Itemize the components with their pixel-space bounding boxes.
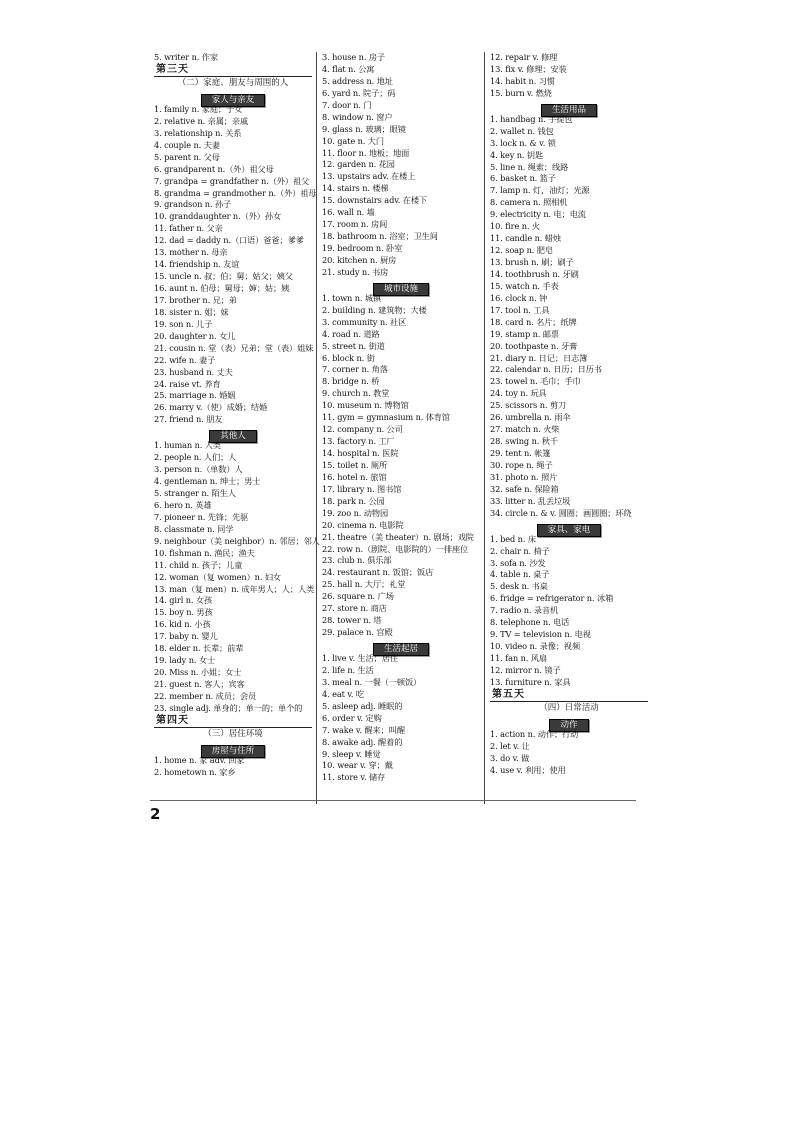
vocab-entry: 21. theatre（美 theater）n. 剧场；戏院 — [322, 531, 474, 542]
vocab-entry: 11. store v. 储存 — [322, 772, 386, 783]
vocab-entry: 10. granddaughter n.（外）孙女 — [154, 211, 282, 222]
vocab-entry: 23. husband n. 丈夫 — [154, 366, 233, 377]
vocab-entry: 3. sofa n. 沙发 — [490, 557, 546, 568]
vocab-entry: 5. street n. 街道 — [322, 340, 385, 351]
category-label: 家人与亲友 — [201, 94, 266, 107]
vocab-entry: 13. upstairs adv. 在楼上 — [322, 171, 416, 182]
vocab-entry: 4. table n. 桌子 — [490, 569, 550, 580]
category-label: 动作 — [549, 719, 588, 732]
vocab-entry: 23. single adj. 单身的；单一的；单个的 — [154, 702, 303, 713]
vocab-entry: 15. toilet n. 厕所 — [322, 459, 388, 470]
vocab-entry: 19. lady n. 女士 — [154, 655, 216, 666]
vocab-entry: 26. square n. 广场 — [322, 591, 394, 602]
vocab-entry: 31. photo n. 照片 — [490, 471, 558, 482]
vocab-entry: 8. window n. 窗户 — [322, 111, 393, 122]
vocab-entry: 6. fridge = refrigerator n. 冰箱 — [490, 593, 614, 604]
vocab-entry: 25. hall n. 大厅；礼堂 — [322, 579, 406, 590]
category-header — [154, 741, 312, 755]
vocab-entry: 13. brush n. 刷；刷子 — [490, 257, 574, 267]
vocab-entry: 17. library n. 图书馆 — [322, 483, 402, 494]
vocab-entry: 3. person n.（单数）人 — [154, 464, 243, 475]
vocab-entry: 11. floor n. 地板；地面 — [322, 147, 410, 158]
category-header — [490, 715, 648, 729]
vocab-entry: 8. camera n. 照相机 — [490, 197, 568, 208]
vocab-entry: 18. park n. 公园 — [322, 495, 385, 506]
vocab-entry: 10. wear v. 穿；戴 — [322, 760, 393, 771]
vocab-entry: 1. human n. 人类 — [154, 440, 221, 451]
vocab-entry: 7. wake v. 醒来；叫醒 — [322, 724, 405, 735]
vocab-entry: 7. radio n. 录音机 — [490, 605, 559, 616]
vocab-entry: 14. habit n. 习惯 — [490, 75, 555, 86]
vocab-entry: 5. writer n. 作家 — [154, 52, 218, 62]
page-number: 2 — [150, 805, 161, 823]
vocab-entry: 26. umbrella n. 雨伞 — [490, 412, 571, 423]
vocab-entry: 23. club n. 俱乐部 — [322, 555, 392, 566]
vocab-entry: 3. do v. 做 — [490, 752, 530, 763]
vocab-entry: 9. church n. 教堂 — [322, 388, 390, 399]
vocab-entry: 22. member n. 成员；会员 — [154, 690, 257, 701]
vocab-entry: 21. study n. 书房 — [322, 266, 389, 277]
vocabulary-page — [150, 52, 636, 832]
vocab-entry: 4. road n. 道路 — [322, 328, 380, 339]
vocab-entry: 28. swing n. 秋千 — [490, 436, 558, 447]
vocab-entry: 10. fishman n. 渔民；渔夫 — [154, 547, 255, 558]
vocab-entry: 18. card n. 名片；纸牌 — [490, 316, 577, 327]
vocab-entry: 11. gym = gymnasium n. 体育馆 — [322, 412, 451, 423]
vocab-entry: 14. friendship n. 友谊 — [154, 259, 240, 270]
vocab-entry: 20. kitchen n. 厨房 — [322, 254, 397, 265]
vocab-entry: 5. desk n. 书桌 — [490, 581, 548, 592]
vocab-entry: 4. gentleman n. 绅士；男士 — [154, 476, 261, 487]
vocab-entry: 32. safe n. 保险箱 — [490, 483, 559, 494]
vocab-entry: 14. toothbrush n. 牙刷 — [490, 268, 579, 279]
day-heading: 第四天 — [154, 715, 312, 728]
vocab-entry: 21. cousin n. 堂（表）兄弟；堂（表）姐妹 — [154, 342, 314, 353]
vocab-entry: 15. boy n. 男孩 — [154, 607, 213, 618]
vocab-entry: 13. furniture n. 家具 — [490, 676, 571, 687]
category-header — [322, 279, 480, 293]
vocab-entry: 18. sister n. 姐；妹 — [154, 306, 229, 317]
vocab-entry: 8. classmate n. 同学 — [154, 523, 234, 534]
vocab-entry: 28. tower n. 塔 — [322, 615, 382, 626]
section-heading: （三）居住环境 — [203, 728, 263, 739]
vocab-entry: 13. fix v. 修理；安装 — [490, 63, 567, 74]
vocab-entry: 30. rope n. 绳子 — [490, 459, 553, 470]
vocab-entry: 6. block n. 街 — [322, 352, 375, 363]
day-heading: 第三天 — [154, 64, 312, 77]
vocab-entry: 4. key n. 钥匙 — [490, 149, 544, 160]
section-heading: （四）日常活动 — [539, 702, 599, 713]
vocab-entry: 1. handbag n. 手提包 — [490, 113, 573, 124]
vocab-entry: 16. aunt n. 伯母；舅母；婶；姑；姨 — [154, 283, 290, 293]
category-header — [322, 639, 480, 653]
category-header — [154, 426, 312, 440]
vocab-entry: 18. elder n. 长辈；前辈 — [154, 643, 244, 654]
vocab-entry: 20. daughter n. 女儿 — [154, 330, 236, 341]
vocab-entry: 11. father n. 父亲 — [154, 223, 223, 234]
vocab-entry: 27. store n. 商店 — [322, 603, 387, 614]
vocab-entry: 5. line n. 绳索；线路 — [490, 161, 569, 172]
vocab-entry: 26. marry v.（使）成婚；结婚 — [154, 402, 268, 413]
vocab-entry: 19. zoo n. 动物园 — [322, 507, 389, 518]
vocab-entry: 34. circle n. & v. 圆圈；画圆圈；环绕 — [490, 507, 632, 518]
vocab-entry: 19. stamp n. 邮票 — [490, 328, 559, 339]
category-label: 房屋与住所 — [201, 745, 266, 758]
vocab-entry: 5. address n. 地址 — [322, 75, 393, 86]
category-label: 城市设施 — [373, 283, 429, 296]
vocab-entry: 4. use v. 利用；使用 — [490, 764, 566, 775]
vocab-entry: 9. glass n. 玻璃；眼镜 — [322, 123, 406, 134]
vocab-entry: 20. toothpaste n. 牙膏 — [490, 340, 578, 351]
vocab-entry: 5. stranger n. 陌生人 — [154, 488, 236, 498]
column-2 — [322, 52, 480, 784]
category-label: 家具、家电 — [537, 524, 602, 537]
vocab-entry: 4. eat v. 吃 — [322, 688, 364, 699]
vocab-entry: 22. calendar n. 日历；日历书 — [490, 364, 602, 375]
vocab-entry: 9. neighbour（美 neighbor）n. 邻居；邻人 — [154, 535, 320, 546]
vocab-entry: 23. towel n. 毛巾；手巾 — [490, 376, 581, 387]
vocab-entry: 1. action n. 动作；行动 — [490, 728, 579, 739]
vocab-entry: 3. lock n. & v. 锁 — [490, 137, 556, 148]
vocab-entry: 33. litter n. 乱丢垃圾 — [490, 495, 571, 506]
vocab-entry: 15. uncle n. 叔；伯；舅；姑父；姨父 — [154, 271, 293, 282]
vocab-entry: 22. wife n. 妻子 — [154, 354, 216, 365]
vocab-entry: 24. restaurant n. 饭馆；饭店 — [322, 567, 434, 578]
vocab-entry: 13. man（复 men）n. 成年男人；人；人类 — [154, 583, 315, 594]
vocab-entry: 7. lamp n. 灯，油灯；光源 — [490, 185, 590, 196]
vocab-entry: 2. hometown n. 家乡 — [154, 766, 236, 777]
vocab-entry: 1. family n. 家庭；子女 — [154, 103, 243, 114]
vocab-entry: 2. relative n. 亲属；亲戚 — [154, 115, 249, 126]
vocab-entry: 21. guest n. 客人；宾客 — [154, 679, 245, 689]
vocab-entry: 12. garden n. 花园 — [322, 159, 395, 170]
vocab-entry: 9. electricity n. 电；电流 — [490, 209, 586, 220]
footer-rule — [150, 800, 636, 801]
vocab-entry: 16. clock n. 钟 — [490, 292, 548, 303]
vocab-entry: 1. town n. 城镇 — [322, 292, 382, 303]
vocab-entry: 10. video n. 录像；视频 — [490, 641, 581, 652]
vocab-entry: 12. mirror n. 镜子 — [490, 664, 561, 675]
category-header — [490, 100, 648, 114]
vocab-entry: 16. kid n. 小孩 — [154, 619, 211, 630]
vocab-entry: 14. girl n. 女孩 — [154, 595, 213, 606]
vocab-entry: 3. meal n. 一餐（一顿饭） — [322, 676, 422, 687]
section-heading: （二）家庭、朋友与周围的人 — [177, 77, 289, 88]
vocab-entry: 7. corner n. 角落 — [322, 364, 388, 375]
vocab-entry: 9. grandson n. 孙子 — [154, 199, 232, 210]
vocab-entry: 6. order v. 定购 — [322, 712, 382, 723]
vocab-entry: 22. row n.（剧院、电影院的）一排座位 — [322, 543, 469, 554]
vocab-entry: 29. palace n. 宫殿 — [322, 627, 393, 638]
vocab-entry: 2. wallet n. 钱包 — [490, 125, 554, 136]
vocab-entry: 13. factory n. 工厂 — [322, 436, 395, 447]
vocab-entry: 25. scissors n. 剪刀 — [490, 400, 567, 411]
vocab-entry: 4. couple n. 夫妻 — [154, 139, 220, 150]
vocab-entry: 2. building n. 建筑物；大楼 — [322, 304, 427, 315]
vocab-entry: 10. gate n. 大门 — [322, 135, 384, 146]
vocab-entry: 14. hospital n. 医院 — [322, 448, 399, 458]
vocab-entry: 6. grandparent n.（外）祖父母 — [154, 163, 274, 174]
category-label: 生活起居 — [373, 643, 429, 656]
vocab-entry: 6. basket n. 篮子 — [490, 173, 556, 184]
vocab-entry: 12. dad = daddy n.（口语）爸爸；爹爹 — [154, 235, 304, 246]
vocab-entry: 13. mother n. 母亲 — [154, 247, 228, 258]
vocab-entry: 12. company n. 公司 — [322, 424, 403, 435]
vocab-entry: 16. hotel n. 旅馆 — [322, 471, 387, 482]
vocab-entry: 8. bridge n. 桥 — [322, 376, 380, 387]
vocab-entry: 8. telephone n. 电话 — [490, 617, 570, 628]
column-divider — [484, 52, 485, 804]
vocab-entry: 27. match n. 火柴 — [490, 424, 560, 435]
vocab-entry: 9. sleep v. 睡觉 — [322, 748, 381, 759]
column-3 — [490, 52, 648, 777]
vocab-entry: 12. woman（复 women）n. 妇女 — [154, 571, 282, 582]
vocab-entry: 12. repair v. 修理 — [490, 52, 558, 62]
vocab-entry: 1. live v. 生活；居住 — [322, 653, 398, 663]
vocab-entry: 5. parent n. 父母 — [154, 151, 220, 162]
vocab-entry: 24. toy n. 玩具 — [490, 388, 547, 399]
vocab-entry: 2. let v. 让 — [490, 740, 530, 751]
category-header — [490, 520, 648, 534]
vocab-entry: 20. cinema n. 电影院 — [322, 519, 404, 530]
day-heading: 第五天 — [490, 689, 648, 702]
vocab-entry: 8. grandma = grandmother n.（外）祖母 — [154, 187, 317, 198]
vocab-entry: 11. candle n. 蜡烛 — [490, 233, 561, 244]
vocab-entry: 11. child n. 孩子；儿童 — [154, 559, 243, 570]
category-header — [154, 90, 312, 104]
vocab-entry: 10. museum n. 博物馆 — [322, 400, 409, 411]
vocab-entry: 15. watch n. 手表 — [490, 280, 559, 291]
vocab-entry: 24. raise vt. 养育 — [154, 378, 221, 389]
vocab-entry: 19. bedroom n. 卧室 — [322, 243, 403, 253]
vocab-entry: 1. home n. 家 adv. 回家 — [154, 754, 245, 765]
vocab-entry: 7. door n. 门 — [322, 99, 372, 110]
vocab-entry: 15. burn v. 燃烧 — [490, 87, 552, 98]
vocab-entry: 19. son n. 儿子 — [154, 318, 213, 329]
vocab-entry: 5. asleep adj. 睡眠的 — [322, 700, 403, 711]
vocab-entry: 6. hero n. 英雄 — [154, 499, 212, 510]
vocab-entry: 17. room n. 房间 — [322, 219, 388, 230]
vocab-entry: 1. bed n. 床 — [490, 533, 536, 544]
vocab-entry: 6. yard n. 院子；码 — [322, 87, 396, 98]
vocab-entry: 11. fan n. 风扇 — [490, 653, 547, 663]
category-label: 其他人 — [209, 430, 257, 443]
vocab-entry: 10. fire n. 火 — [490, 221, 540, 232]
vocab-entry: 2. life n. 生活 — [322, 664, 374, 675]
vocab-entry: 18. bathroom n. 浴室；卫生间 — [322, 231, 438, 242]
vocab-entry: 27. friend n. 朋友 — [154, 414, 223, 425]
vocab-entry: 3. relationship n. 关系 — [154, 127, 242, 138]
vocab-entry: 7. pioneer n. 先锋；先驱 — [154, 511, 249, 522]
vocab-entry: 9. TV = television n. 电视 — [490, 629, 591, 640]
vocab-entry: 2. people n. 人们；人 — [154, 452, 237, 463]
vocab-entry: 16. wall n. 墙 — [322, 207, 375, 218]
vocab-entry: 8. awake adj. 醒着的 — [322, 736, 403, 747]
vocab-entry: 15. downstairs adv. 在楼下 — [322, 195, 428, 206]
vocab-entry: 17. brother n. 兄；弟 — [154, 294, 237, 305]
vocab-entry: 17. baby n. 婴儿 — [154, 631, 218, 642]
vocab-entry: 7. grandpa = grandfather n.（外）祖父 — [154, 175, 310, 186]
category-label: 生活用品 — [541, 104, 597, 117]
vocab-entry: 3. house n. 房子 — [322, 52, 385, 62]
vocab-entry: 3. community n. 社区 — [322, 316, 407, 327]
vocab-entry: 20. Miss n. 小姐；女士 — [154, 667, 242, 678]
vocab-entry: 14. stairs n. 楼梯 — [322, 183, 389, 194]
vocab-entry: 21. diary n. 日记；日志簿 — [490, 352, 588, 363]
vocab-entry: 25. marriage n. 婚姻 — [154, 390, 236, 401]
vocab-entry: 17. tool n. 工具 — [490, 304, 550, 315]
column-divider — [316, 52, 317, 804]
vocab-entry: 2. chair n. 椅子 — [490, 545, 550, 556]
vocab-entry: 29. tent n. 帐篷 — [490, 448, 551, 458]
vocab-entry: 4. flat n. 公寓 — [322, 63, 375, 74]
column-1 — [154, 52, 320, 779]
vocab-entry: 12. soap n. 肥皂 — [490, 245, 553, 256]
